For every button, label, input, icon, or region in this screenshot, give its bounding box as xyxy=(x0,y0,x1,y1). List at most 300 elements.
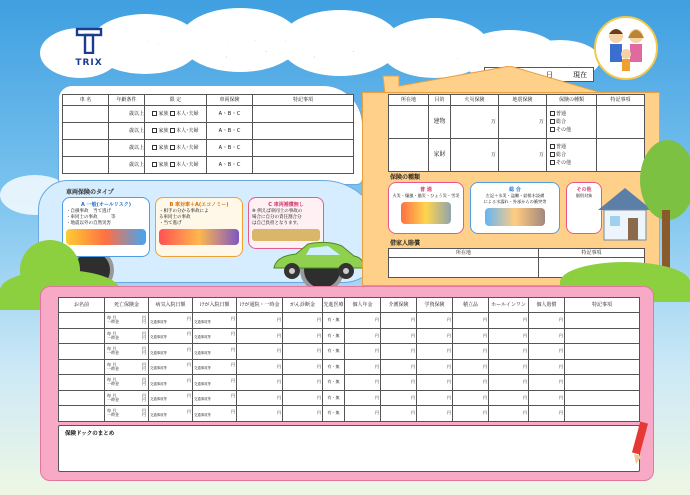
life-col-header: 個人年金 xyxy=(345,298,381,313)
purpose-cell: 家財 xyxy=(429,139,451,172)
yen-label: 円 xyxy=(277,394,281,400)
yen-label: 円 xyxy=(559,348,563,354)
summary-box[interactable] xyxy=(58,425,640,472)
yen-label: 円 xyxy=(375,410,379,416)
checkbox[interactable] xyxy=(170,145,175,150)
home-col-type: 保険の種類 xyxy=(547,95,597,106)
life-cell xyxy=(345,375,381,391)
life-cell xyxy=(529,359,565,375)
yen-label: 円 xyxy=(523,394,527,400)
checkbox[interactable] xyxy=(170,111,175,116)
life-cell xyxy=(381,328,417,344)
yen-label: 円 xyxy=(142,346,146,352)
traffic-label: 交通事故等 xyxy=(150,412,167,417)
yen-label: 円 xyxy=(447,348,451,354)
abc-cell: A ･ B ･ C xyxy=(207,140,253,157)
traffic-label: 交通事故等 xyxy=(194,381,211,386)
car-type-a-line: ・地震以外の自然災害 xyxy=(66,221,111,226)
life-cell xyxy=(149,313,193,329)
life-col-header: 特記事項 xyxy=(565,298,640,313)
yen-label: 円 xyxy=(375,332,379,338)
yen-label: 円 xyxy=(142,350,146,356)
car-col-limit: 限 定 xyxy=(145,95,207,106)
yen-label: 円 xyxy=(231,315,235,321)
life-cell xyxy=(417,359,453,375)
life-cell xyxy=(149,359,193,375)
checkbox[interactable] xyxy=(170,162,175,167)
life-cell xyxy=(105,375,149,391)
abc-cell: A ･ B ･ C xyxy=(207,123,253,140)
life-cell xyxy=(489,390,529,406)
car-type-c-line: ※ 例えば車同士の事故の xyxy=(252,209,303,214)
life-cell xyxy=(105,359,149,375)
yen-label: 円 xyxy=(375,317,379,323)
checkbox[interactable] xyxy=(550,160,555,165)
lump-label: 一時金 xyxy=(107,350,119,356)
life-cell xyxy=(237,390,283,406)
car-type-b-label: B 車対車＋A(エコノミー) xyxy=(169,202,229,208)
yen-label: 円 xyxy=(483,379,487,385)
life-col-header: ホールインワン xyxy=(489,298,529,313)
life-cell xyxy=(237,375,283,391)
life-cell xyxy=(149,406,193,422)
traffic-label: 交通事故等 xyxy=(150,381,167,386)
life-cell xyxy=(453,313,489,329)
checkbox[interactable] xyxy=(550,111,555,116)
age-cell: 歳以上 xyxy=(109,106,145,123)
yen-label: 円 xyxy=(317,348,321,354)
life-cell xyxy=(105,328,149,344)
life-cell xyxy=(237,344,283,360)
yen-label: 円 xyxy=(483,348,487,354)
life-cell xyxy=(283,344,323,360)
yen-label: 円 xyxy=(559,410,563,416)
yen-label: 円 xyxy=(142,361,146,367)
yen-label: 円 xyxy=(411,363,415,369)
fire-cell: 万 xyxy=(451,139,499,172)
life-insurance-table xyxy=(58,297,640,422)
yen-label: 円 xyxy=(523,348,527,354)
yen-label: 円 xyxy=(277,332,281,338)
table-row[interactable] xyxy=(389,139,645,172)
family-label: 家族 xyxy=(158,145,169,151)
yen-label: 円 xyxy=(187,315,191,321)
summary-title: 保険ドックのまとめ xyxy=(65,431,115,437)
yen-label: 円 xyxy=(483,410,487,416)
lump-label: 一時金 xyxy=(107,396,119,402)
life-cell xyxy=(453,375,489,391)
monthly-label: 毎 月 xyxy=(107,315,117,321)
life-cell xyxy=(59,375,105,391)
traffic-label: 交通事故等 xyxy=(194,335,211,340)
yen-label: 円 xyxy=(231,377,235,383)
car-type-c-label: C 車両補償無し xyxy=(268,202,304,208)
car-type-b-line: ・当て逃げ xyxy=(159,221,182,226)
life-cell xyxy=(105,406,149,422)
yen-label: 円 xyxy=(142,365,146,371)
checkbox[interactable] xyxy=(550,144,555,149)
abc-cell: A ･ B ･ C xyxy=(207,157,253,174)
life-cell xyxy=(193,390,237,406)
life-cell xyxy=(283,328,323,344)
life-cell xyxy=(59,328,105,344)
yen-label: 円 xyxy=(447,379,451,385)
yen-label: 円 xyxy=(231,408,235,414)
life-cell xyxy=(565,375,640,391)
checkbox[interactable] xyxy=(152,162,157,167)
table-row[interactable] xyxy=(63,106,354,123)
page-title: ひと目でわかる わが家の保険 xyxy=(114,35,462,64)
yen-label: 円 xyxy=(317,410,321,416)
table-row[interactable] xyxy=(59,406,640,422)
life-cell xyxy=(453,359,489,375)
car-type-c-line: 場合に自分の責任割合分 xyxy=(252,215,302,220)
table-row[interactable] xyxy=(389,106,645,139)
traffic-label: 交通事故等 xyxy=(150,397,167,402)
logo-mark-icon xyxy=(74,26,104,54)
car-type-a-line: ・自損事故 当て逃げ xyxy=(66,209,111,214)
yen-label: 円 xyxy=(142,408,146,414)
life-cell xyxy=(193,375,237,391)
life-cell xyxy=(381,313,417,329)
lease-col-address: 所在地 xyxy=(389,249,539,258)
life-cell xyxy=(149,375,193,391)
self-label: 本人･夫婦 xyxy=(176,111,199,117)
life-cell xyxy=(193,359,237,375)
life-cell xyxy=(193,313,237,329)
life-col-header: 介護保険 xyxy=(381,298,417,313)
yen-label: 円 xyxy=(277,317,281,323)
yen-label: 円 xyxy=(142,392,146,398)
purpose-cell: 建物 xyxy=(429,106,451,139)
yen-label: 円 xyxy=(142,315,146,321)
yen-label: 円 xyxy=(317,332,321,338)
quake-cell: 万 xyxy=(499,139,547,172)
checkbox[interactable] xyxy=(550,127,555,132)
checkbox[interactable] xyxy=(152,111,157,116)
yen-label: 円 xyxy=(411,317,415,323)
life-cell xyxy=(565,359,640,375)
yen-label: 円 xyxy=(559,317,563,323)
yen-label: 円 xyxy=(317,379,321,385)
yen-label: 円 xyxy=(375,394,379,400)
yen-label: 円 xyxy=(523,317,527,323)
life-cell xyxy=(283,390,323,406)
self-label: 本人･夫婦 xyxy=(176,145,199,151)
pencil-icon xyxy=(628,420,652,466)
yen-label: 円 xyxy=(559,379,563,385)
life-cell xyxy=(323,390,345,406)
life-cell xyxy=(529,344,565,360)
table-row[interactable] xyxy=(59,313,640,329)
monthly-label: 毎 月 xyxy=(107,361,117,367)
home-type-normal xyxy=(388,182,464,234)
self-label: 本人･夫婦 xyxy=(176,128,199,134)
life-cell xyxy=(489,406,529,422)
life-cell xyxy=(105,344,149,360)
car-type-c-line: は自己負担となります。 xyxy=(252,221,302,226)
type-label: 普通 xyxy=(556,111,567,117)
home-col-notes: 特記事項 xyxy=(597,95,645,106)
home-insurance-table xyxy=(388,94,645,172)
lease-title: 借家人賠償 xyxy=(390,240,421,247)
yen-label: 円 xyxy=(411,348,415,354)
life-cell xyxy=(345,406,381,422)
home-type-other-label: その他 xyxy=(576,187,592,193)
age-cell: 歳以上 xyxy=(109,140,145,157)
life-cell xyxy=(345,313,381,329)
yen-label: 円 xyxy=(411,410,415,416)
yen-label: 円 xyxy=(447,410,451,416)
life-cell xyxy=(237,359,283,375)
life-cell xyxy=(529,390,565,406)
life-col-header: けが入院日額 xyxy=(193,298,237,313)
life-cell xyxy=(453,344,489,360)
life-cell xyxy=(417,406,453,422)
monthly-label: 毎 月 xyxy=(107,392,117,398)
yen-label: 円 xyxy=(523,363,527,369)
life-cell xyxy=(237,328,283,344)
age-cell: 歳以上 xyxy=(109,157,145,174)
life-col-header: 病気入院日額 xyxy=(149,298,193,313)
type-label: その他 xyxy=(556,127,572,133)
car-col-name: 車 名 xyxy=(63,95,109,106)
yen-label: 円 xyxy=(277,363,281,369)
life-cell xyxy=(59,406,105,422)
life-cell xyxy=(529,328,565,344)
disaster-illustration-icon xyxy=(401,202,451,224)
checkbox[interactable] xyxy=(152,128,157,133)
lump-label: 一時金 xyxy=(107,319,119,325)
life-cell xyxy=(529,406,565,422)
life-cell xyxy=(59,359,105,375)
life-cell xyxy=(323,406,345,422)
yen-label: 円 xyxy=(317,394,321,400)
yen-label: 円 xyxy=(483,363,487,369)
life-cell xyxy=(105,390,149,406)
life-cell xyxy=(381,390,417,406)
yen-label: 円 xyxy=(559,363,563,369)
monthly-label: 毎 月 xyxy=(107,408,117,414)
life-cell xyxy=(489,313,529,329)
life-cell xyxy=(565,313,640,329)
monthly-label: 毎 月 xyxy=(107,330,117,336)
home-type-general-line: による水濡れ・外部からの衝突等 xyxy=(483,199,547,204)
life-cell xyxy=(237,406,283,422)
life-cell xyxy=(565,390,640,406)
traffic-label: 交通事故等 xyxy=(150,350,167,355)
family-label: 家族 xyxy=(158,162,169,168)
home-type-general-line: 左記＋水災・盗難・給排水設備 xyxy=(485,193,545,198)
life-cell xyxy=(345,359,381,375)
life-cell xyxy=(381,344,417,360)
life-cell xyxy=(565,328,640,344)
yen-label: 円 xyxy=(187,377,191,383)
life-cell xyxy=(283,359,323,375)
life-cell xyxy=(237,313,283,329)
car-type-a-label: A 一般(オールリスク) xyxy=(81,202,131,208)
yen-label: 円 xyxy=(142,334,146,340)
life-col-header: 死亡保険金 xyxy=(105,298,149,313)
home-type-normal-label: 普 通 xyxy=(420,187,432,193)
monthly-label: 毎 月 xyxy=(107,377,117,383)
table-row[interactable] xyxy=(59,375,640,391)
flood-theft-illustration-icon xyxy=(485,208,545,226)
yen-label: 円 xyxy=(411,332,415,338)
checkbox[interactable] xyxy=(152,145,157,150)
life-cell xyxy=(105,313,149,329)
life-cell xyxy=(381,406,417,422)
life-cell xyxy=(283,406,323,422)
car-col-vehicle: 車両保険 xyxy=(207,95,253,106)
table-row[interactable] xyxy=(59,359,640,375)
car-col-age: 年齢条件 xyxy=(109,95,145,106)
life-cell xyxy=(193,328,237,344)
yen-label: 円 xyxy=(231,331,235,337)
yen-label: 円 xyxy=(317,317,321,323)
yen-label: 円 xyxy=(375,348,379,354)
yen-label: 円 xyxy=(231,362,235,368)
home-type-general xyxy=(470,182,560,234)
traffic-label: 交通事故等 xyxy=(194,350,211,355)
traffic-label: 交通事故等 xyxy=(150,366,167,371)
yen-label: 円 xyxy=(231,346,235,352)
table-row[interactable] xyxy=(59,344,640,360)
yen-label: 円 xyxy=(317,363,321,369)
logo xyxy=(74,26,104,68)
life-cell xyxy=(565,344,640,360)
yen-label: 円 xyxy=(447,394,451,400)
table-row[interactable] xyxy=(59,328,640,344)
life-cell xyxy=(323,359,345,375)
yen-label: 円 xyxy=(447,332,451,338)
lump-label: 一時金 xyxy=(107,381,119,387)
accident-illustration-icon xyxy=(66,229,146,245)
checkbox[interactable] xyxy=(550,119,555,124)
green-car-icon xyxy=(268,240,368,282)
life-cell xyxy=(453,328,489,344)
exists-label: 有・無 xyxy=(327,410,340,416)
yen-label: 円 xyxy=(483,394,487,400)
life-col-header: けが通院・一時金 xyxy=(237,298,283,313)
checkbox[interactable] xyxy=(170,128,175,133)
traffic-label: 交通事故等 xyxy=(194,397,211,402)
car-type-b xyxy=(155,197,243,257)
home-col-quake: 地震保険 xyxy=(499,95,547,106)
exists-label: 有・無 xyxy=(327,394,340,400)
life-cell xyxy=(345,390,381,406)
life-cell xyxy=(149,344,193,360)
lease-col-notes: 特記事項 xyxy=(539,249,645,258)
life-cell xyxy=(345,344,381,360)
yen-label: 円 xyxy=(142,381,146,387)
yen-label: 円 xyxy=(187,408,191,414)
table-row[interactable] xyxy=(63,123,354,140)
life-col-header: 個人賠償 xyxy=(529,298,565,313)
traffic-label: 交通事故等 xyxy=(194,319,211,324)
life-cell xyxy=(489,375,529,391)
life-cell xyxy=(417,375,453,391)
yen-label: 円 xyxy=(231,393,235,399)
life-cell xyxy=(417,328,453,344)
car-types-title: 車両保険のタイプ xyxy=(66,189,114,196)
yen-label: 円 xyxy=(187,331,191,337)
life-cell xyxy=(489,344,529,360)
yen-label: 円 xyxy=(447,363,451,369)
table-row[interactable] xyxy=(63,157,354,174)
yen-label: 円 xyxy=(411,394,415,400)
yen-label: 円 xyxy=(523,410,527,416)
life-cell xyxy=(565,406,640,422)
life-cell xyxy=(283,313,323,329)
date-day-label: 日 xyxy=(546,70,553,79)
life-col-header: 積立品 xyxy=(453,298,489,313)
fire-cell: 万 xyxy=(451,106,499,139)
life-cell xyxy=(453,406,489,422)
home-col-fire: 火災保険 xyxy=(451,95,499,106)
car-col-notes: 特記事項 xyxy=(253,95,354,106)
life-cell xyxy=(193,406,237,422)
life-cell xyxy=(193,344,237,360)
checkbox[interactable] xyxy=(550,152,555,157)
car-type-a-line: ・車同士の事故 等 xyxy=(66,215,116,220)
life-cell xyxy=(283,375,323,391)
yen-label: 円 xyxy=(411,379,415,385)
type-label: 総合 xyxy=(556,152,567,158)
yen-label: 円 xyxy=(559,332,563,338)
abc-cell: A ･ B ･ C xyxy=(207,106,253,123)
car-insurance-table xyxy=(62,94,354,174)
life-cell xyxy=(149,328,193,344)
exists-label: 有・無 xyxy=(327,348,340,354)
table-row[interactable] xyxy=(59,390,640,406)
yen-label: 円 xyxy=(142,319,146,325)
yen-label: 円 xyxy=(523,332,527,338)
home-col-address: 所在地 xyxy=(389,95,429,106)
life-cell xyxy=(529,313,565,329)
type-label: その他 xyxy=(556,160,572,166)
life-cell xyxy=(417,313,453,329)
table-row[interactable] xyxy=(63,140,354,157)
life-col-header: 学資保険 xyxy=(417,298,453,313)
life-cell xyxy=(59,390,105,406)
life-cell xyxy=(381,359,417,375)
yen-label: 円 xyxy=(142,377,146,383)
lump-label: 一時金 xyxy=(107,412,119,418)
yen-label: 円 xyxy=(277,379,281,385)
yen-label: 円 xyxy=(375,363,379,369)
life-cell xyxy=(59,344,105,360)
home-type-other-line: 個別対象 xyxy=(575,193,593,198)
quake-cell: 万 xyxy=(499,106,547,139)
date-now-label: 現在 xyxy=(573,70,587,79)
life-cell xyxy=(529,375,565,391)
life-col-header: がん診断金 xyxy=(283,298,323,313)
life-cell xyxy=(417,390,453,406)
exists-label: 有・無 xyxy=(327,332,340,338)
life-cell xyxy=(489,328,529,344)
life-col-header: お名前 xyxy=(59,298,105,313)
yen-label: 円 xyxy=(142,330,146,336)
life-cell xyxy=(323,328,345,344)
yen-label: 円 xyxy=(187,362,191,368)
life-cell xyxy=(323,313,345,329)
car-type-a xyxy=(62,197,150,257)
life-cell xyxy=(149,390,193,406)
yen-label: 円 xyxy=(142,412,146,418)
self-label: 本人･夫婦 xyxy=(176,162,199,168)
life-cell xyxy=(323,344,345,360)
